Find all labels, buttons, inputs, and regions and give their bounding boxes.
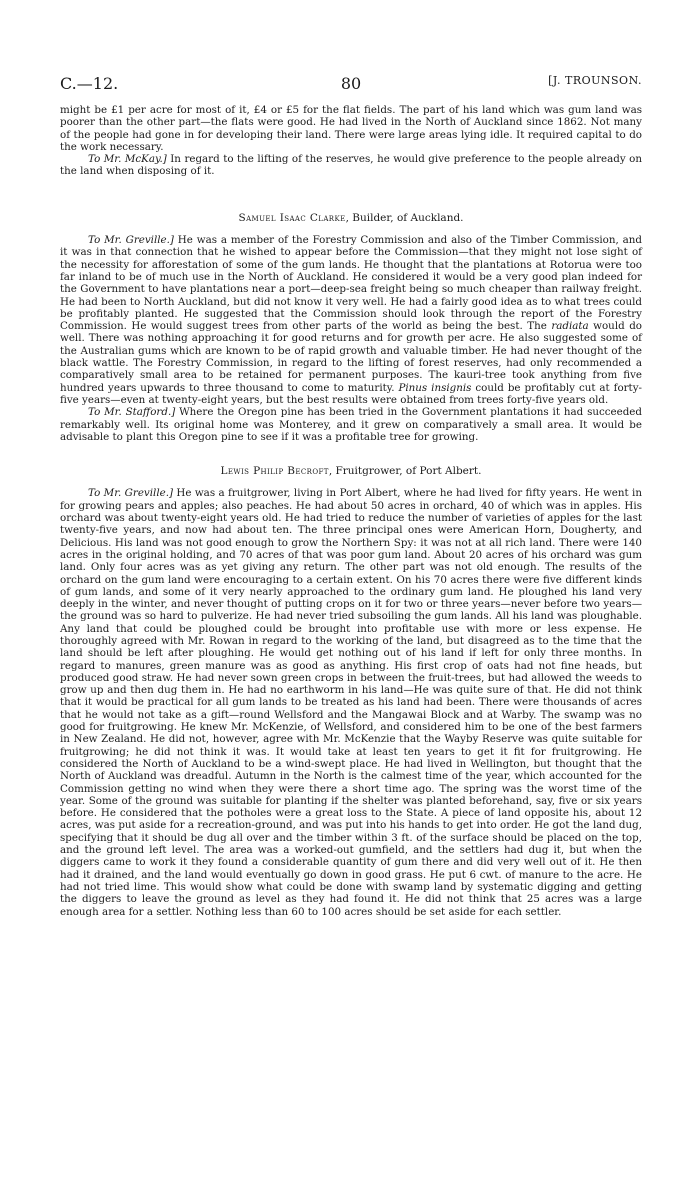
witness-name: Samuel Isaac Clarke <box>238 211 346 224</box>
intro-paragraph: might be £1 per acre for most of it, £4 or £5 for the flat fields. The part of his land which was gum land was poorer than the other part—the flats were good. He had lived in the North of Auckland since 1862. Not many of the people had gone in for developing their land. There were large areas lying idle. It required capital to do the work necessary. <box>60 104 642 153</box>
witness-role: , Builder, of Auckland. <box>345 211 464 224</box>
intro-mckay-paragraph: To Mr. McKay.] In regard to the lifting of the reserves, he would give preference to the people already on the land when disposing of it. <box>60 153 642 178</box>
page-number: 80 <box>340 74 362 93</box>
running-head-witness: [J. TROUNSON. <box>548 74 642 87</box>
witness-heading-clarke <box>60 212 642 224</box>
questioner-label: To Mr. McKay.] <box>88 153 167 166</box>
document-reference: C.—12. <box>60 74 119 93</box>
questioner-label: To Mr. Stafford.] <box>88 406 176 419</box>
witness-heading-becroft <box>60 465 642 477</box>
page-body <box>60 104 642 918</box>
becroft-greville-paragraph: To Mr. Greville.] He was a fruitgrower, living in Port Albert, where he had lived for fifty years. He went in for growing pears and apples; also peaches. He had about 50 acres in orchard, 40 of which was in apples. His orchard was about twenty-eight years old. He had tried to reduce the number of varieties of apples for the last twenty-five years, and now had about ten. The three principal ones were American Horn, Dougherty, and Delicious. His land was not good enough to grow the Northern Spy: it was not at all rich land. There were 140 acres in the original holding, and 70 acres of that was poor gum land. About 20 acres of his orchard was gum land. Only four acres was as yet giving any return. The other part was not old enough. The results of the orchard on the gum land were encouraging to a certain extent. On his 70 acres there were five different kinds of gum lands, and some of it very nearly approached to the ordinary gum land. He ploughed his land very deeply in the winter, and never thought of putting crops on it for two or three years—never before two years—the ground was so hard to pulverize. He had never tried subsoiling the gum lands. All his land was ploughable. Any land that could be ploughed could be brought into profitable use with more or less expense. He thoroughly agreed with Mr. Rowan in regard to the working of the land, but disagreed as to the time that the land should be left after ploughing. He would get nothing out of his land if left for only three months. In regard to manures, green manure was as good as anything. His first crop of oats had not fine heads, but produced good straw. He had never sown green crops in between the fruit-trees, but had allowed the weeds to grow up and then dug them in. He had no earthworm in his land—He was quite sure of that. He did not think that it would be practical for all gum lands to be treated as his land had been. There were thousands of acres that he would not take as a gift—round Wellsford and the Mangawai Block and at Warby. The swamp was no good for fruitgrowing. He knew Mr. McKenzie, of Wellsford, and considered him to be one of the best farmers in New Zealand. He did not, however, agree with Mr. McKenzie that the Wayby Reserve was quite suitable for fruitgrowing; he did not think it was. It would take at least ten years to get it fit for fruitgrowing. He considered the North of Auckland to be a wind-swept place. He had lived in Wellington, but thought that the North of Auckland was dreadful. Autumn in the North is the calmest time of the year, which accounted for the Commission getting no wind when they were there a short time ago. The spring was the worst time of the year. Some of the ground was suitable for planting if the shelter was planted beforehand, say, five or six years before. He considered that the potholes were a great loss to the State. A piece of land opposite his, about 12 acres, was put aside for a recreation-ground, and was put into his hands to get into order. He got the land dug, specifying that it should be dug all over and the timber within 3 ft. of the surface should be placed on the top, and the ground left level. The area was a worked-out gumfield, and the settlers had dug it, but when the diggers came to work it they found a considerable quantity of gum there and did very well out of it. He then had it drained, and the land would eventually go down in good grass. He put 6 cwt. of manure to the acre. He had not tried lime. This would show what could be done with swamp land by systematic digging and getting the diggers to leave the ground as level as they had found it. He did not think that 25 acres was a large enough area for a settler. Nothing less than 60 to 100 acres should be set aside for each settler. <box>60 487 642 918</box>
witness-role: , Fruitgrower, of Port Albert. <box>328 465 482 478</box>
questioner-label: To Mr. Greville.] <box>88 487 173 500</box>
questioner-label: To Mr. Greville.] <box>88 234 174 247</box>
clarke-greville-paragraph: To Mr. Greville.] He was a member of the Forestry Commission and also of the Timber Commission, and it was in that connection that he wished to appear before the Commission—that they might not lose sight of the necessity for afforestation of some of the gum lands. He thought that the plantations at Rotorua were too far inland to be of much use in the North of Auckland. He considered it would be a very good plan indeed for the Government to have plantations near a port—deep-sea freight being so much cheaper than railway freight. He had been to North Auckland, but did not know it very well. He had a fairly good idea as to what trees could be profitably planted. He suggested that the Commission should look through the report of the Forestry Commission. He would suggest trees from other parts of the world as being the best. The radiata would do well. There was nothing approaching it for good returns and for growth per acre. He also suggested some of the Australian gums which are known to be of rapid growth and valuable timber. He had never thought of the black wattle. The Forestry Commission, in regard to the lifting of forest reserves, had only recommended a comparatively small area to be retained for permanent purposes. The kauri-tree took anything from five hundred years upwards to three thousand to come to maturity. Pinus insignis could be profitably cut at forty-five years—even at twenty-eight years, but the best results were obtained from trees forty-five years old. <box>60 234 642 406</box>
clarke-stafford-paragraph: To Mr. Stafford.] Where the Oregon pine has been tried in the Government plantations it had succeeded remarkably well. Its original home was Monterey, and it grew on comparatively a small area. It would be advisable to plant this Oregon pine to see if it was a profitable tree for growing. <box>60 406 642 443</box>
witness-name: Lewis Philip Becroft <box>220 465 329 478</box>
page-header <box>60 74 642 94</box>
